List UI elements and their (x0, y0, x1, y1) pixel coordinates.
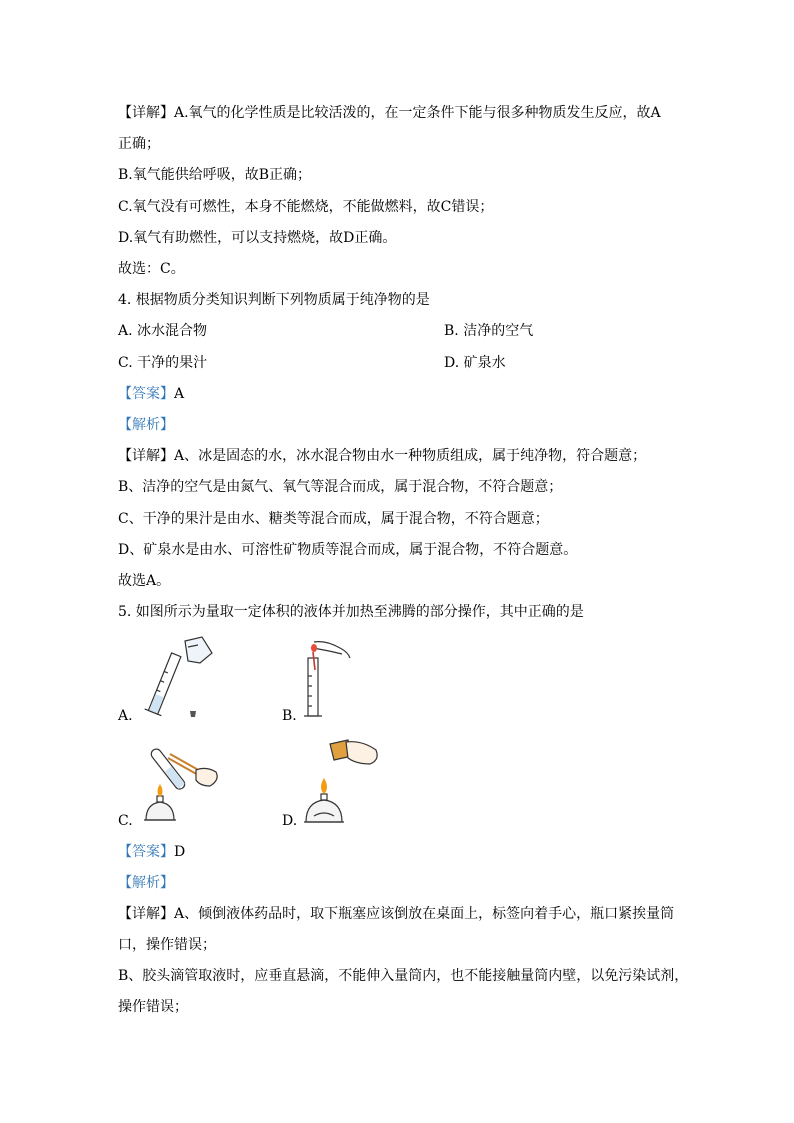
q4-detail-line-1: 【详解】A、冰是固态的水，冰水混合物由水一种物质组成，属于纯净物，符合题意； (118, 448, 647, 464)
q5-option-a-label: A. (118, 708, 133, 724)
q4-detail-line-2: B、洁净的空气是由氮气、氧气等混合而成，属于混合物，不符合题意； (118, 479, 563, 495)
q4-answer: 【答案】A (118, 386, 185, 402)
q5-option-d-label: D. (282, 813, 298, 829)
detail-tag: 【详解】 (118, 448, 174, 464)
q5-detail-line-1: 【详解】A、倾倒液体药品时，取下瓶塞应该倒放在桌面上，标签向着手心，瓶口紧挨量筒 (118, 906, 675, 922)
q3-detail-line-5: D.氧气有助燃性，可以支持燃烧，故D正确。 (118, 230, 397, 246)
q5-detail-line-4: 操作错误； (118, 999, 188, 1015)
q4-option-b: B. 洁净的空气 (444, 323, 534, 339)
q4-option-a: A. 冰水混合物 (118, 323, 208, 339)
figure-a-pouring-icon (140, 633, 220, 723)
q4-option-d: D. 矿泉水 (444, 355, 506, 371)
q5-option-b-label: B. (282, 708, 297, 724)
q4-conclusion: 故选A。 (118, 573, 171, 589)
answer-tag: 【答案】 (118, 386, 174, 402)
q3-detail-line-1: 【详解】A.氧气的化学性质是比较活泼的，在一定条件下能与很多种物质发生反应，故A (118, 105, 661, 121)
q5-answer: 【答案】D (118, 844, 186, 860)
q5-detail-line-3: B、胶头滴管取液时，应垂直悬滴，不能伸入量筒内，也不能接触量筒内壁，以免污染试剂， (118, 968, 689, 984)
q4-detail-line-4: D、矿泉水是由水、可溶性矿物质等混合而成，属于混合物，不符合题意。 (118, 542, 578, 558)
q5-detail-line-2: 口，操作错误； (118, 937, 216, 953)
q5-option-c-label: C. (118, 813, 133, 829)
q4-stem: 4. 根据物质分类知识判断下列物质属于纯净物的是 (118, 292, 430, 308)
q5-stem: 5. 如图所示为量取一定体积的液体并加热至沸腾的部分操作，其中正确的是 (118, 604, 584, 620)
q4-detail-line-3: C、干净的果汁是由水、糖类等混合而成，属于混合物，不符合题意； (118, 511, 549, 527)
q3-detail-line-3: B.氧气能供给呼吸，故B正确； (118, 167, 312, 183)
figure-b-dropper-icon (300, 636, 356, 722)
detail-tag: 【详解】 (118, 105, 174, 121)
q5-analysis-tag: 【解析】 (118, 875, 174, 891)
figure-c-heating-tongs-icon (140, 740, 222, 828)
q3-detail-line-4: C.氧气没有可燃性，本身不能燃烧，不能做燃料，故C错误； (118, 199, 494, 215)
q4-option-c: C. 干净的果汁 (118, 355, 208, 371)
detail-tag: 【详解】 (118, 906, 174, 922)
figure-d-lamp-cap-icon (300, 738, 382, 830)
q4-analysis-tag: 【解析】 (118, 417, 174, 433)
q3-detail-line-2: 正确； (118, 136, 160, 152)
q3-conclusion: 故选：C。 (118, 261, 185, 277)
answer-tag: 【答案】 (118, 844, 174, 860)
